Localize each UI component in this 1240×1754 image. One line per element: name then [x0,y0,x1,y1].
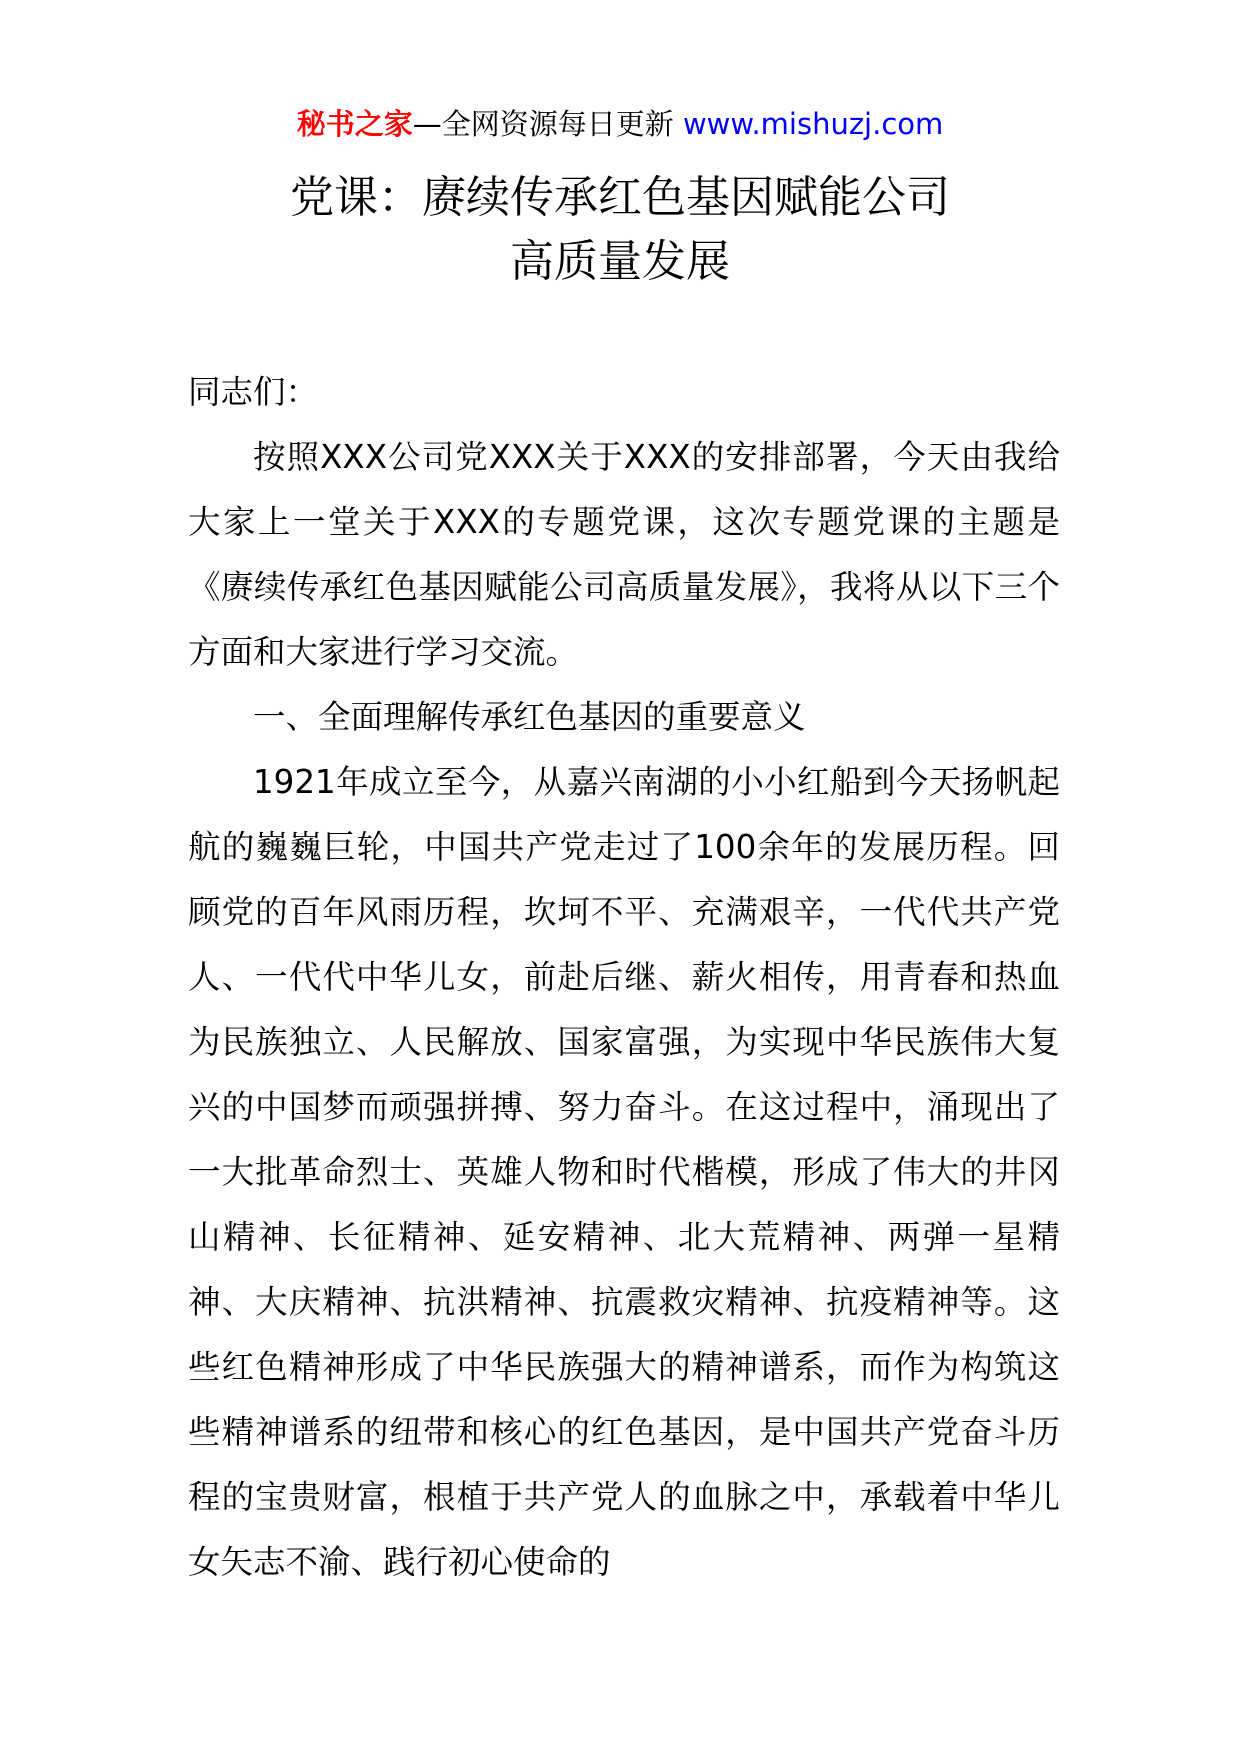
salutation: 同志们： [188,373,319,411]
document-title [0,166,1240,294]
section-heading: 一、全面理解传承红色基因的重要意义 [253,698,806,736]
body-paragraph: 1921年成立至今，从嘉兴南湖的小小红船到今天扬帆起航的巍巍巨轮，中国共产党走过了100余年的发展历程。回顾党的百年风雨历程，坎坷不平、充满艰辛，一代代共产党人、一代代中华儿女，前赴后继、薪火相传，用青春和热血为民族独立、人民解放、国家富强，为实现中华民族伟大复兴的中国梦而顽强拼搏、努力奋斗。在这过程中，涌现出了一大批革命烈士、英雄人物和时代楷模，形成了伟大的井冈山精神、长征精神、延安精神、北大荒精神、两弹一星精神、大庆精神、抗洪精神、抗震救灾精神、抗疫精神等。这些红色精神形成了中华民族强大的精神谱系，而作为构筑这些精神谱系的纽带和核心的红色基因，是中国共产党奋斗历程的宝贵财富，根植于共产党人的血脉之中，承载着中华儿女矢志不渝、践行初心使命的 [188,763,1060,1581]
title-line-1: 党课：赓续传承红色基因赋能公司 [290,172,950,223]
document-body [188,360,1060,1595]
site-url-link[interactable]: www.mishuzj.com [682,107,944,141]
banner-tagline: —全网资源每日更新 [412,107,674,141]
title-line-2: 高质量发展 [510,236,730,287]
brand-name: 秘书之家 [296,107,413,141]
site-banner [0,104,1240,144]
intro-paragraph: 按照XXX公司党XXX关于XXX的安排部署，今天由我给大家上一堂关于XXX的专题党课，这次专题党课的主题是《赓续传承红色基因赋能公司高质量发展》，我将从以下三个方面和大家进行学习交流。 [188,438,1060,671]
